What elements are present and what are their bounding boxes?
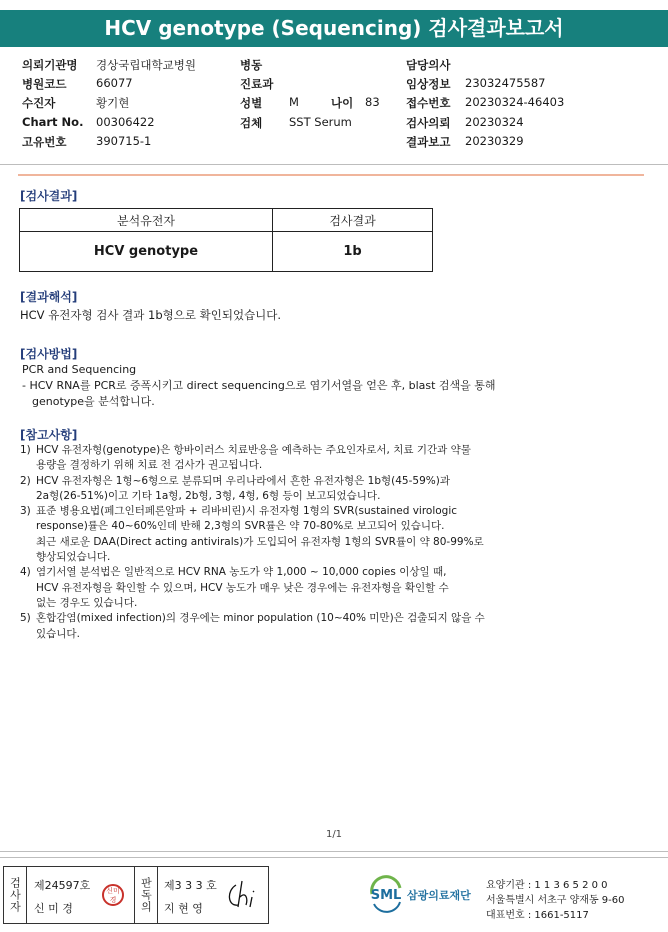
interpretation-text: HCV 유전자형 검사 결과 1b형으로 확인되었습니다.	[20, 308, 282, 322]
header-divider	[0, 164, 668, 165]
note-line: HCV 유전자형(genotype)은 항바이러스 치료반응을 예측하는 주요인자로서, 치료 기간과 약물	[36, 444, 471, 456]
note-item	[20, 565, 485, 611]
dept-label: 진료과	[240, 77, 274, 91]
reviewer-label: 판독의	[134, 867, 158, 923]
note-line: 혼합감염(mixed infection)의 경우에는 minor population (10~40% 미만)은 검출되지 않을 수	[36, 612, 485, 625]
age-value: 83	[365, 95, 380, 109]
page-number: 1/1	[325, 829, 343, 840]
results-header-row	[20, 209, 433, 232]
report-date-value: 20230329	[465, 134, 524, 148]
unique-label: 고유번호	[22, 135, 67, 149]
note-number: 3)	[20, 505, 31, 518]
patient-info-block	[0, 52, 668, 166]
signature-icon	[224, 877, 264, 913]
receipt-label: 접수번호	[406, 96, 451, 110]
sex-value: M	[289, 95, 299, 109]
note-line: 최근 새로운 DAA(Direct acting antivirals)가 도입되어 유전자형 1형의 SVR률이 약 80-99%로	[36, 535, 484, 548]
sml-logo-icon	[366, 874, 406, 914]
specimen-value: SST Serum	[289, 115, 352, 129]
method-line-3: genotype을 분석합니다.	[32, 395, 155, 408]
report-date-label: 결과보고	[406, 135, 451, 149]
receipt-value: 20230324-46403	[465, 95, 565, 109]
note-line: 없는 경우도 있습니다.	[36, 596, 138, 609]
note-number: 1)	[20, 444, 31, 456]
gene-cell: HCV genotype	[20, 232, 273, 272]
method-line-1: PCR and Sequencing	[22, 363, 137, 376]
signature-box	[3, 866, 269, 924]
interpretation-section-title: [결과해석]	[20, 290, 78, 304]
note-number: 5)	[20, 612, 31, 625]
care-code: 요양기관 : 1 1 3 6 5 2 0 0	[486, 880, 608, 891]
request-value: 20230324	[465, 115, 524, 129]
ward-label: 병동	[240, 58, 263, 72]
note-line: 있습니다.	[36, 627, 80, 640]
report-title: HCV genotype (Sequencing) 검사결과보고서	[0, 10, 668, 47]
org-address: 서울특별시 서초구 양재동 9-60	[486, 895, 625, 906]
age-label: 나이	[331, 96, 354, 110]
note-line: 용량을 결정하기 위해 치료 전 검사가 권고됩니다.	[36, 459, 263, 472]
institution-value: 경상국립대학교병원	[96, 58, 196, 72]
method-line-2: - HCV RNA를 PCR로 증폭시키고 direct sequencing으로 염기서열을 얻은 후, blast 검색을 통해	[22, 379, 496, 392]
hospital-code-label: 병원코드	[22, 77, 67, 91]
col-gene-header: 분석유전자	[20, 209, 273, 232]
note-line: HCV 유전자형은 1형~6형으로 분류되며 우리나라에서 흔한 유전자형은 1b형(45-59%)과	[36, 474, 450, 487]
unique-value: 390715-1	[96, 134, 152, 148]
footer-divider-2	[0, 857, 668, 858]
specimen-label: 검체	[240, 116, 263, 130]
results-data-row	[20, 232, 433, 272]
reviewer-name: 지 현 영	[164, 902, 203, 915]
institution-label: 의뢰기관명	[22, 58, 78, 72]
logo-text: SML	[370, 888, 402, 903]
sex-label: 성별	[240, 96, 263, 110]
note-item	[20, 611, 485, 642]
result-cell: 1b	[273, 232, 433, 272]
request-label: 검사의뢰	[406, 116, 451, 130]
patient-value: 황기현	[96, 96, 130, 110]
note-line: 표준 병용요법(페그인터페론알파 + 리바비린)시 유전자형 1형의 SVR(sustained virologic	[36, 505, 458, 518]
method-section-title: [검사방법]	[20, 347, 78, 361]
results-section-title: [검사결과]	[20, 189, 78, 203]
note-item	[20, 504, 485, 565]
clinical-value: 23032475587	[465, 76, 546, 90]
doctor-label: 담당의사	[406, 58, 451, 72]
examiner-label: 검사자	[4, 867, 27, 923]
note-item	[20, 443, 485, 474]
col-result-header: 검사결과	[273, 209, 433, 232]
chart-label: Chart No.	[22, 115, 84, 129]
notes-section-title: [참고사항]	[20, 428, 78, 442]
clinical-label: 임상정보	[406, 77, 451, 91]
note-line: HCV 유전자형을 확인할 수 있으며, HCV 농도가 매우 낮은 경우에는 유전자형을 확인할 수	[36, 581, 449, 594]
examiner-number: 제24597호	[34, 879, 91, 892]
note-item	[20, 474, 485, 505]
note-line: 향상되었습니다.	[36, 551, 111, 564]
note-line: 2a형(26-51%)이고 기타 1a형, 2b형, 3형, 4형, 6형 등이 보고되었습니다.	[36, 489, 381, 502]
results-table	[19, 208, 433, 272]
note-line: response)률은 40~60%인데 반해 2,3형의 SVR률은 약 70-80%로 보고되어 있습니다.	[36, 520, 445, 533]
notes-list	[20, 443, 485, 642]
note-number: 4)	[20, 566, 31, 579]
note-number: 2)	[20, 474, 31, 487]
org-name: 삼광의료재단	[407, 889, 471, 902]
footer-divider	[0, 851, 668, 852]
chart-value: 00306422	[96, 115, 155, 129]
note-line: 염기서열 분석법은 일반적으로 HCV RNA 농도가 약 1,000 ~ 10,000 copies 이상일 때,	[36, 566, 447, 579]
patient-label: 수진자	[22, 96, 56, 110]
org-phone: 대표번호 : 1661-5117	[486, 910, 589, 921]
header-accent-divider	[18, 174, 644, 176]
examiner-seal-icon: 신미경	[102, 884, 124, 906]
hospital-code-value: 66077	[96, 76, 133, 90]
examiner-name: 신 미 경	[34, 902, 73, 915]
reviewer-number: 제3 3 3 호	[164, 879, 217, 892]
